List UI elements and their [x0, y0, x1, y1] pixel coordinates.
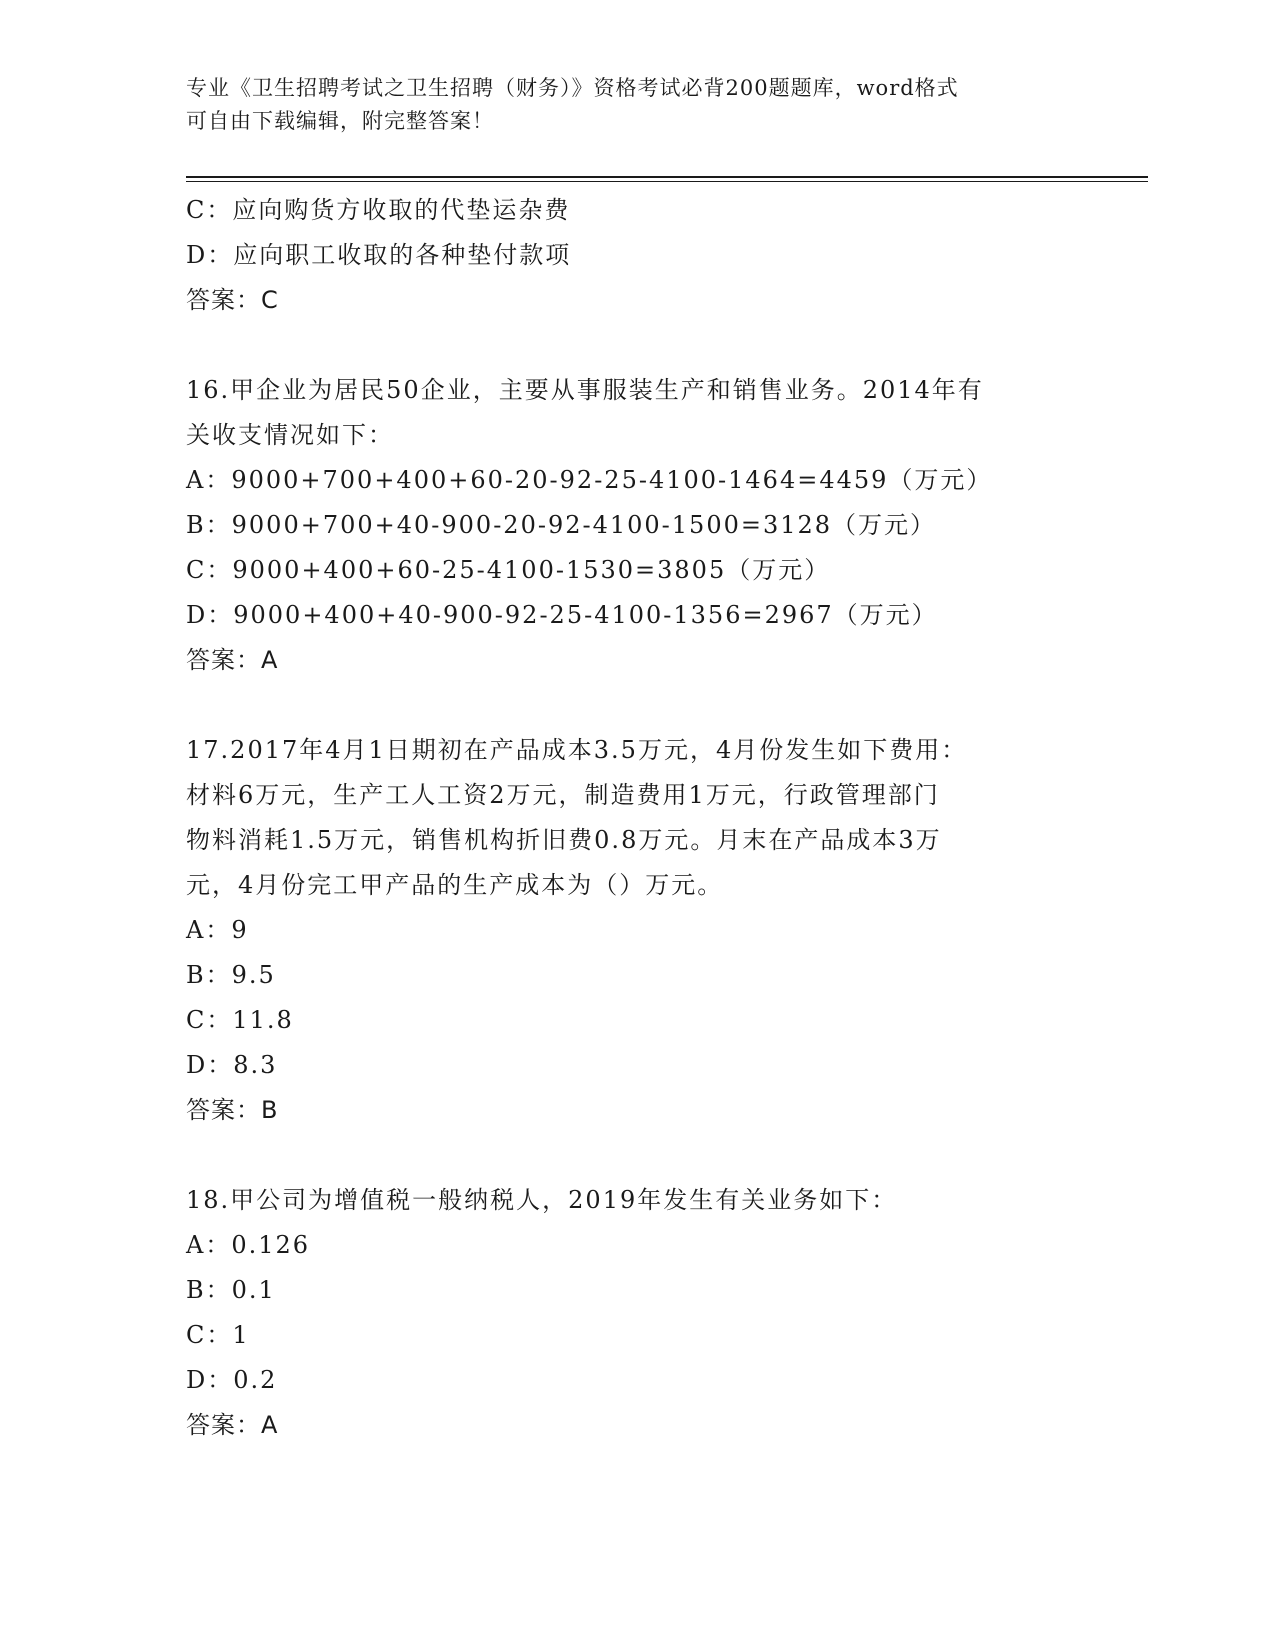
option-d: D：0.2: [186, 1366, 278, 1394]
question-stem-line: 17.2017年4月1日期初在产品成本3.5万元，4月份发生如下费用：: [186, 736, 968, 764]
option-b: B：9000+700+40-900-20-92-4100-1500=3128（万元）: [186, 511, 937, 539]
option-d: D：8.3: [186, 1051, 278, 1079]
option-d: D：应向职工收取的各种垫付款项: [186, 241, 572, 269]
question-18: [186, 1178, 1086, 1448]
answer-line: 答案：B: [186, 1096, 279, 1124]
question-stem-line: 关收支情况如下：: [186, 421, 394, 449]
option-a: A：9000+700+400+60-20-92-25-4100-1464=4459（万元）: [186, 466, 993, 494]
question-16: [186, 368, 1086, 683]
header-line-2: 可自由下载编辑，附完整答案！: [186, 109, 494, 133]
option-c: C：1: [186, 1321, 250, 1349]
question-stem-line: 16.甲企业为居民50企业，主要从事服装生产和销售业务。2014年有: [186, 376, 984, 404]
header-line-1: 专业《卫生招聘考试之卫生招聘（财务）》资格考试必背200题题库，word格式: [186, 76, 959, 100]
option-d: D：9000+400+40-900-92-25-4100-1356=2967（万元）: [186, 601, 938, 629]
question-stem-line: 物料消耗1.5万元，销售机构折旧费0.8万元。月末在产品成本3万: [186, 826, 942, 854]
spacer: [186, 1133, 1086, 1178]
answer-line: 答案：A: [186, 1411, 279, 1439]
option-c: C：11.8: [186, 1006, 294, 1034]
question-stem-line: 材料6万元，生产工人工资2万元，制造费用1万元，行政管理部门: [186, 781, 940, 809]
option-a: A：9: [186, 916, 249, 944]
question-15-tail: [186, 188, 1086, 323]
question-stem-line: 18.甲公司为增值税一般纳税人，2019年发生有关业务如下：: [186, 1186, 898, 1214]
document-header: [186, 72, 1066, 138]
header-divider-thin: [186, 181, 1148, 182]
spacer: [186, 683, 1086, 728]
spacer: [186, 323, 1086, 368]
answer-line: 答案：C: [186, 286, 279, 314]
question-list: [186, 188, 1086, 1448]
option-b: B：0.1: [186, 1276, 276, 1304]
option-c: C：应向购货方收取的代垫运杂费: [186, 196, 571, 224]
option-a: A：0.126: [186, 1231, 311, 1259]
header-divider-thick: [186, 176, 1148, 178]
option-c: C：9000+400+60-25-4100-1530=3805（万元）: [186, 556, 831, 584]
question-17: [186, 728, 1086, 1133]
question-stem-line: 元，4月份完工甲产品的生产成本为（）万元。: [186, 871, 724, 899]
answer-line: 答案：A: [186, 646, 279, 674]
option-b: B：9.5: [186, 961, 276, 989]
